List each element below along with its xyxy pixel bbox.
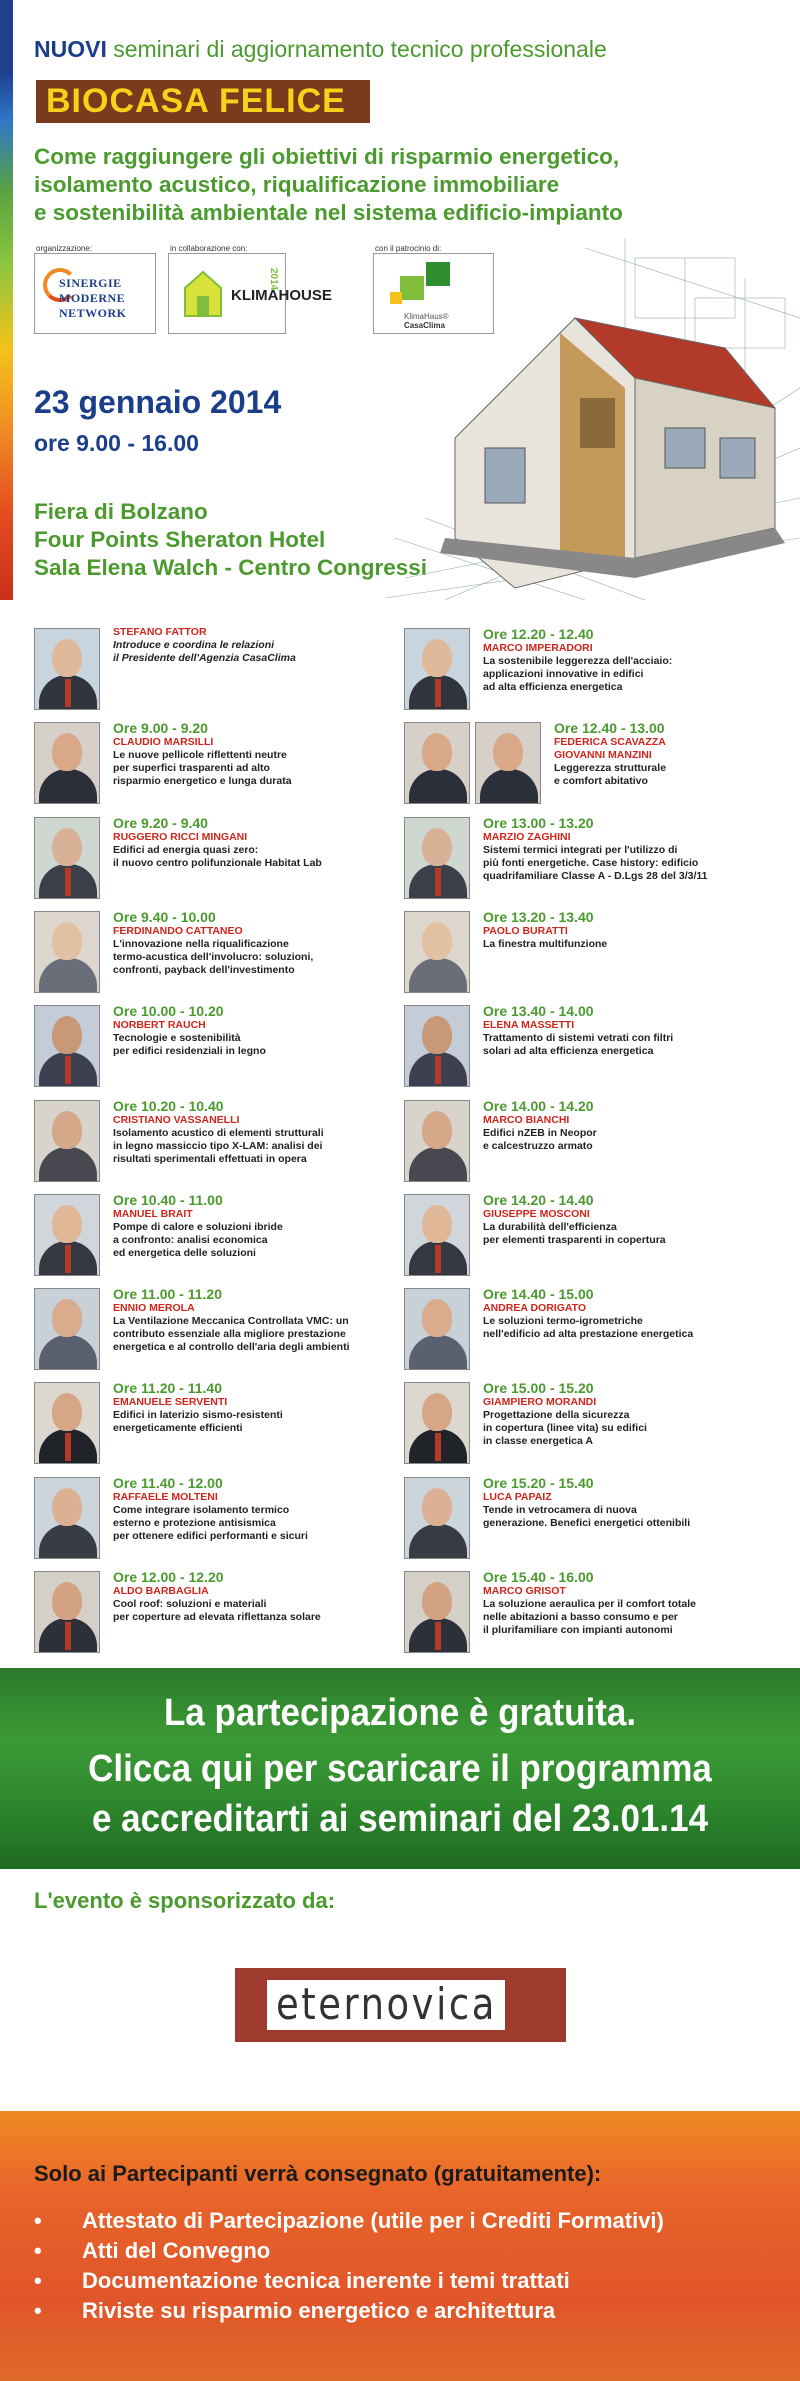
speaker-text [483, 1569, 783, 1637]
header-lead-bold: NUOVI [34, 36, 107, 62]
speaker-name: STEFANO FATTOR [113, 626, 207, 638]
sinergie-line: NETWORK [59, 306, 127, 320]
speaker-text [483, 815, 783, 883]
speaker-block [404, 1288, 774, 1370]
speaker-block [404, 1005, 774, 1087]
speaker-desc-line: generazione. Benefici energetici ottenibili [483, 1516, 691, 1529]
speaker-photo [34, 1382, 100, 1464]
speaker-block [404, 908, 774, 993]
speaker-photo [404, 1477, 470, 1559]
collab-label: in collaborazione con: [170, 244, 248, 253]
speaker-photo [404, 722, 470, 804]
speaker-text [113, 1192, 413, 1260]
speaker-desc-line: Edifici nZEB in Neopor [483, 1126, 597, 1139]
speaker-name: NORBERT RAUCH [113, 1019, 206, 1032]
sponsor-label: L'evento è sponsorizzato da: [34, 1888, 336, 1913]
speaker-desc-line: Le nuove pellicole riflettenti neutre [113, 749, 287, 762]
speaker-text [113, 815, 413, 870]
speaker-desc-line: energeticamente efficienti [113, 1422, 243, 1435]
speaker-desc-line: L'innovazione nella riqualificazione [113, 937, 289, 950]
patron-label: con il patrocinio di: [375, 244, 442, 253]
speaker-block [404, 1097, 774, 1182]
speaker-block [34, 722, 404, 804]
speaker-desc-line: più fonti energetiche. Case history: edificio [483, 856, 699, 869]
speaker-desc-line: nell'edificio ad alta prestazione energetica [483, 1328, 694, 1341]
speaker-desc-line: Tende in vetrocamera di nuova [483, 1503, 637, 1516]
speaker-time: Ore 11.20 - 11.40 [113, 1380, 222, 1397]
sinergie-line: SINERGIE [59, 276, 122, 290]
speaker-photo [404, 817, 470, 899]
header-lead-rest: seminari di aggiornamento tecnico professionale [113, 36, 607, 62]
speaker-desc-line: risultati sperimentali effettuati in opera [113, 1152, 307, 1165]
speaker-name: RAFFAELE MOLTENI [113, 1490, 218, 1503]
speaker-name: MARCO GRISOT [483, 1585, 566, 1597]
speaker-desc-line: ed energetica delle soluzioni [113, 1246, 256, 1259]
speaker-desc-line: nelle abitazioni a basso consumo e per [483, 1611, 678, 1623]
speaker-text [483, 1098, 783, 1153]
speaker-time: Ore 14.00 - 14.20 [483, 1097, 594, 1114]
speaker-time: Ore 14.20 - 14.40 [483, 1191, 594, 1208]
speaker-photo [34, 1571, 100, 1653]
speaker-text [483, 626, 783, 694]
benefits-list [34, 2206, 664, 2326]
speaker-desc-line: Progettazione della sicurezza [483, 1409, 630, 1422]
speaker-desc-line: applicazioni innovative in edifici [483, 668, 644, 680]
speaker-time: Ore 12.20 - 12.40 [483, 626, 594, 642]
speaker-block [404, 1191, 774, 1276]
venue-line: Four Points Sheraton Hotel [34, 527, 326, 552]
speaker-name: GIUSEPPE MOSCONI [483, 1207, 590, 1220]
benefit-item: • Documentazione tecnica inerente i temi trattati [34, 2266, 664, 2296]
speaker-time: Ore 13.20 - 13.40 [483, 908, 594, 925]
benefit-item: • Riviste su risparmio energetico e architettura [34, 2296, 664, 2326]
speaker-photo [34, 1100, 100, 1182]
speaker-name: RUGGERO RICCI MINGANI [113, 830, 248, 843]
speaker-photo [404, 1288, 470, 1370]
speaker-name: GIAMPIERO MORANDI [483, 1396, 597, 1409]
speaker-name: MANUEL BRAIT [113, 1207, 193, 1220]
speaker-block [34, 908, 404, 993]
speaker-desc-line: Le soluzioni termo-igrometriche [483, 1315, 643, 1328]
speaker-name: MARZIO ZAGHINI [483, 830, 571, 843]
speaker-name: ENNIO MEROLA [113, 1302, 195, 1315]
speaker-time: Ore 15.20 - 15.40 [483, 1474, 594, 1491]
speaker-desc-line: in copertura (linee vita) su edifici [483, 1422, 647, 1435]
speaker-text [483, 1475, 783, 1530]
speaker-name: MARCO IMPERADORI [483, 642, 593, 654]
event-venue [34, 498, 427, 582]
speaker-desc-line: Sistemi termici integrati per l'utilizzo di [483, 843, 678, 856]
speaker-desc-line: il plurifamiliare con impianti autonomi [483, 1624, 673, 1636]
speaker-desc-line: per ottenere edifici performanti e sicuri [113, 1529, 308, 1542]
casaclima-line: CasaClima [404, 321, 445, 330]
speaker-desc-line: per coperture ad elevata riflettanza solare [113, 1611, 321, 1623]
speaker-photo [404, 1005, 470, 1087]
speaker-block [34, 1288, 404, 1370]
speaker-photo [34, 628, 100, 710]
speaker-desc-line: Pompe di calore e soluzioni ibride [113, 1220, 283, 1233]
speaker-block [404, 1474, 774, 1559]
speaker-text [113, 1286, 413, 1354]
speaker-time: Ore 10.40 - 11.00 [113, 1191, 223, 1208]
sinergie-text [59, 276, 127, 321]
speaker-desc-line: termo-acustica dell'involucro: soluzioni, [113, 950, 314, 963]
speaker-text [113, 909, 413, 977]
speaker-photo [34, 1005, 100, 1087]
speaker-photo [34, 722, 100, 804]
speaker-time: Ore 12.40 - 13.00 [554, 720, 665, 737]
speaker-time: Ore 13.40 - 14.00 [483, 1003, 594, 1020]
speaker-text [113, 720, 413, 788]
speaker-desc-line: contributo essenziale alla migliore prestazione [113, 1328, 346, 1341]
speaker-desc-line: Edifici ad energia quasi zero: [113, 843, 259, 856]
speaker-desc-line: La durabilità dell'efficienza [483, 1220, 617, 1233]
speaker-block [404, 722, 774, 804]
speaker-desc-line: Tecnologie e sostenibilità [113, 1032, 241, 1045]
benefits-heading: Solo ai Partecipanti verrà consegnato (gratuitamente): [34, 2161, 602, 2186]
speaker-block [34, 1005, 404, 1087]
speaker-text [113, 1475, 413, 1543]
speaker-name: MARCO BIANCHI [483, 1113, 570, 1126]
speaker-text [483, 1192, 783, 1247]
klimahouse-logo[interactable] [168, 253, 332, 334]
speaker-photo [34, 1477, 100, 1559]
speaker-desc-line: per superfici trasparenti ad alto [113, 762, 270, 775]
speaker-desc-line: La sostenibile leggerezza dell'acciaio: [483, 655, 673, 667]
speaker-block [34, 1191, 404, 1276]
speaker-desc-line: e comfort abitativo [554, 775, 648, 788]
color-stripe [0, 0, 13, 600]
speaker-desc-line: risparmio energetico e lunga durata [113, 775, 292, 788]
speaker-time: Ore 15.40 - 16.00 [483, 1569, 594, 1585]
venue-line: Fiera di Bolzano [34, 499, 208, 524]
speaker-name: EMANUELE SERVENTI [113, 1396, 228, 1409]
speaker-desc-line: il nuovo centro polifunzionale Habitat Lab [113, 856, 322, 869]
speaker-photo [404, 1194, 470, 1276]
speaker-text [113, 1098, 413, 1166]
event-title: BIOCASA FELICE [36, 80, 370, 123]
speaker-name: CRISTIANO VASSANELLI [113, 1113, 240, 1126]
speaker-name: ANDREA DORIGATO [483, 1302, 587, 1315]
speaker-desc-line: in legno massiccio tipo X-LAM: analisi dei [113, 1139, 323, 1152]
speaker-name: PAOLO BURATTI [483, 924, 568, 937]
speaker-photo [404, 628, 470, 710]
subtitle-line: Come raggiungere gli obiettivi di risparmio energetico, [34, 144, 620, 169]
speaker-block [34, 1097, 404, 1182]
banner-line: La partecipazione è gratuita. [163, 1692, 637, 1734]
speaker-time: Ore 11.40 - 12.00 [113, 1474, 223, 1491]
speaker-name: FEDERICA SCAVAZZA [554, 736, 666, 749]
speaker-time: Ore 10.00 - 10.20 [113, 1003, 224, 1020]
speaker-text [113, 1380, 413, 1435]
speaker-text [483, 1286, 783, 1341]
banner-line: e accreditarti ai seminari del 23.01.14 [91, 1798, 709, 1840]
header-lead [34, 36, 607, 63]
speaker-name: ELENA MASSETTI [483, 1019, 575, 1032]
speaker-text [483, 1003, 783, 1058]
speaker-desc-line: a confronto: analisi economica [113, 1233, 268, 1246]
speaker-block [34, 628, 404, 710]
speaker-desc-line: energetica e al controllo dell'aria degli ambienti [113, 1341, 350, 1354]
speaker-time: Ore 9.40 - 10.00 [113, 908, 216, 925]
speaker-photo [475, 722, 541, 804]
subtitle-line: e sostenibilità ambientale nel sistema edificio-impianto [34, 200, 623, 225]
event-time: ore 9.00 - 16.00 [34, 430, 199, 456]
speaker-photo [404, 911, 470, 993]
speaker-photo [34, 817, 100, 899]
speaker-name: GIOVANNI MANZINI [554, 749, 652, 762]
klimahouse-text: KLIMAHOUSE [231, 287, 332, 304]
speaker-desc-line: Cool roof: soluzioni e materiali [113, 1598, 267, 1610]
speaker-desc-line: confronti, payback dell'investimento [113, 963, 295, 976]
eternovica-logo[interactable] [235, 1968, 566, 2042]
speaker-text [113, 1003, 413, 1058]
speaker-desc-line: Trattamento di sistemi vetrati con filtri [483, 1032, 674, 1045]
speaker-time: Ore 9.00 - 9.20 [113, 720, 208, 737]
speaker-time: Ore 14.40 - 15.00 [483, 1286, 594, 1303]
speaker-photo [34, 1194, 100, 1276]
speaker-block [404, 814, 774, 899]
event-subtitle [34, 143, 623, 227]
speaker-desc-line: in classe energetica A [483, 1435, 593, 1448]
speaker-time: Ore 12.00 - 12.20 [113, 1569, 224, 1585]
speaker-text [113, 626, 413, 665]
speaker-desc-line: e calcestruzzo armato [483, 1139, 593, 1152]
klimahouse-year: 2014 [268, 268, 279, 291]
speaker-desc-line: per elementi trasparenti in copertura [483, 1233, 666, 1246]
download-program-banner[interactable] [0, 1668, 800, 1869]
speaker-desc-line: La Ventilazione Meccanica Controllata VMC: un [113, 1315, 349, 1328]
speaker-desc-line: quadrifamiliare Classe A - D.Lgs 28 del 3/3/11 [483, 869, 708, 882]
speaker-time: Ore 15.00 - 15.20 [483, 1380, 594, 1397]
eternovica-text: eternovica [276, 1979, 497, 2030]
casaclima-line: KlimaHaus® [404, 312, 449, 321]
subtitle-line: isolamento acustico, riqualificazione immobiliare [34, 172, 560, 197]
speaker-name: FERDINANDO CATTANEO [113, 924, 243, 937]
speaker-photo [34, 911, 100, 993]
house-illustration [385, 238, 800, 600]
speaker-text [113, 1569, 413, 1624]
speaker-desc-line: Introduce e coordina le relazioni [113, 639, 275, 651]
speaker-desc-line: Isolamento acustico di elementi strutturali [113, 1126, 324, 1139]
speaker-text [483, 909, 783, 951]
speaker-block [34, 1382, 404, 1464]
speaker-block [34, 1474, 404, 1559]
speaker-desc-line: Come integrare isolamento termico [113, 1503, 290, 1516]
speaker-desc-line: La soluzione aeraulica per il comfort totale [483, 1598, 696, 1610]
speaker-time: Ore 10.20 - 10.40 [113, 1097, 224, 1114]
benefit-item: • Atti del Convegno [34, 2236, 664, 2266]
speaker-block [404, 1571, 774, 1653]
venue-line: Sala Elena Walch - Centro Congressi [34, 555, 428, 580]
speaker-desc-line: esterno e protezione antisismica [113, 1516, 276, 1529]
speaker-time: Ore 13.00 - 13.20 [483, 814, 594, 831]
event-date: 23 gennaio 2014 [34, 384, 282, 420]
speaker-name: CLAUDIO MARSILLI [113, 736, 214, 749]
speaker-time: Ore 9.20 - 9.40 [113, 814, 208, 831]
speaker-desc-line: La finestra multifunzione [483, 937, 608, 950]
sinergie-logo[interactable] [34, 253, 156, 334]
speaker-photo [404, 1382, 470, 1464]
speaker-photo [404, 1100, 470, 1182]
speaker-text [554, 720, 800, 788]
speaker-time: Ore 11.00 - 11.20 [113, 1286, 222, 1303]
house-icon [183, 270, 223, 318]
speaker-name: ALDO BARBAGLIA [113, 1585, 209, 1597]
speaker-block [404, 1382, 774, 1464]
benefit-item: • Attestato di Partecipazione (utile per i Crediti Formativi) [34, 2206, 664, 2236]
speaker-photo [404, 1571, 470, 1653]
banner-line: Clicca qui per scaricare il programma [88, 1748, 712, 1790]
speaker-desc-line: il Presidente dell'Agenzia CasaClima [113, 652, 296, 664]
speaker-desc-line: solari ad alta efficienza energetica [483, 1045, 654, 1058]
speaker-desc-line: Leggerezza strutturale [554, 762, 667, 775]
org-label: organizzazione: [36, 244, 93, 253]
speaker-photo [34, 1288, 100, 1370]
speaker-text [483, 1380, 783, 1448]
speaker-block [404, 628, 774, 710]
speaker-block [34, 814, 404, 899]
speaker-desc-line: Edifici in laterizio sismo-resistenti [113, 1409, 283, 1422]
sinergie-line: MODERNE [59, 291, 126, 305]
speaker-name: LUCA PAPAIZ [483, 1490, 552, 1503]
speaker-desc-line: ad alta efficienza energetica [483, 681, 623, 693]
speaker-block [34, 1571, 404, 1653]
speaker-desc-line: per edifici residenziali in legno [113, 1045, 266, 1058]
